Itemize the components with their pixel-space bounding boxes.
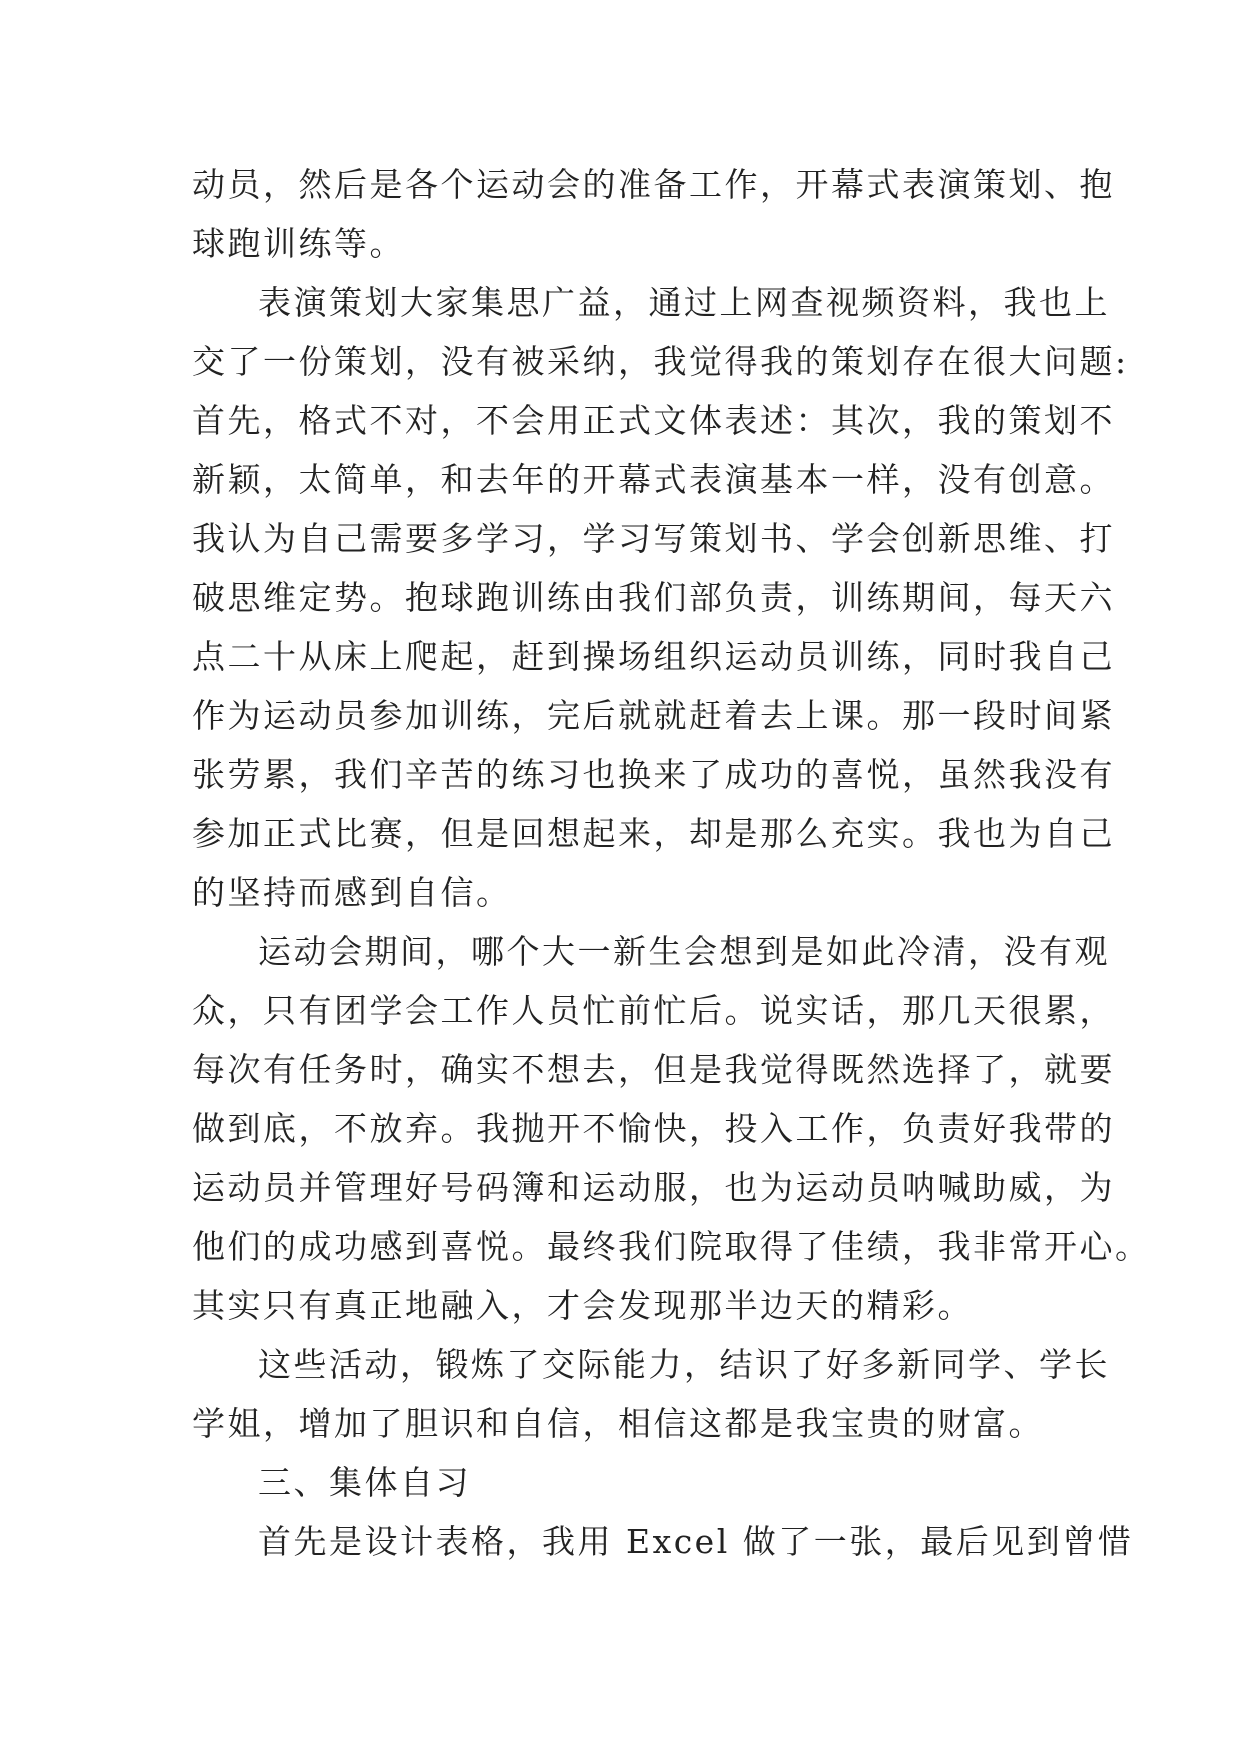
text-line: 表演策划大家集思广益，通过上网查视频资料，我也上 [258, 283, 1110, 322]
text-line: 交了一份策划，没有被采纳，我觉得我的策划存在很大问题: [192, 342, 1129, 381]
text-line: 参加正式比赛，但是回想起来，却是那么充实。我也为自己 [192, 814, 1115, 853]
text-line: 众，只有团学会工作人员忙前忙后。说实话，那几天很累， [192, 991, 1115, 1030]
text-line: 首先，格式不对，不会用正式文体表述：其次，我的策划不 [192, 401, 1115, 440]
text-line: 张劳累，我们辛苦的练习也换来了成功的喜悦，虽然我没有 [192, 755, 1115, 794]
text-line: 的坚持而感到自信。 [192, 873, 512, 912]
text-line: 动员，然后是各个运动会的准备工作，开幕式表演策划、抱 [192, 165, 1115, 204]
text-line: 点二十从床上爬起，赶到操场组织运动员训练，同时我自己 [192, 637, 1115, 676]
text-line: 破思维定势。抱球跑训练由我们部负责，训练期间，每天六 [192, 578, 1115, 617]
text-line: 这些活动，锻炼了交际能力，结识了好多新同学、学长 [258, 1345, 1110, 1384]
text-line: 新颖，太简单，和去年的开幕式表演基本一样，没有创意。 [192, 460, 1115, 499]
text-line: 球跑训练等。 [192, 224, 405, 263]
text-line: 做到底，不放弃。我抛开不愉快，投入工作，负责好我带的 [192, 1109, 1115, 1148]
text-line: 学姐，增加了胆识和自信，相信这都是我宝贵的财富。 [192, 1404, 1044, 1443]
body-text [192, 155, 1151, 1571]
text-line: 其实只有真正地融入，才会发现那半边天的精彩。 [192, 1286, 973, 1325]
text-line: 他们的成功感到喜悦。最终我们院取得了佳绩，我非常开心。 [192, 1227, 1151, 1266]
text-line: 三、集体自习 [258, 1463, 471, 1502]
text-line: 运动会期间，哪个大一新生会想到是如此冷清，没有观 [258, 932, 1110, 971]
text-line: 运动员并管理好号码簿和运动服，也为运动员呐喊助威，为 [192, 1168, 1115, 1207]
text-line: 首先是设计表格，我用 Excel 做了一张，最后见到曾惜 [258, 1522, 1134, 1561]
text-line: 作为运动员参加训练，完后就就赶着去上课。那一段时间紧 [192, 696, 1115, 735]
text-line: 我认为自己需要多学习，学习写策划书、学会创新思维、打 [192, 519, 1115, 558]
text-line: 每次有任务时，确实不想去，但是我觉得既然选择了，就要 [192, 1050, 1115, 1089]
